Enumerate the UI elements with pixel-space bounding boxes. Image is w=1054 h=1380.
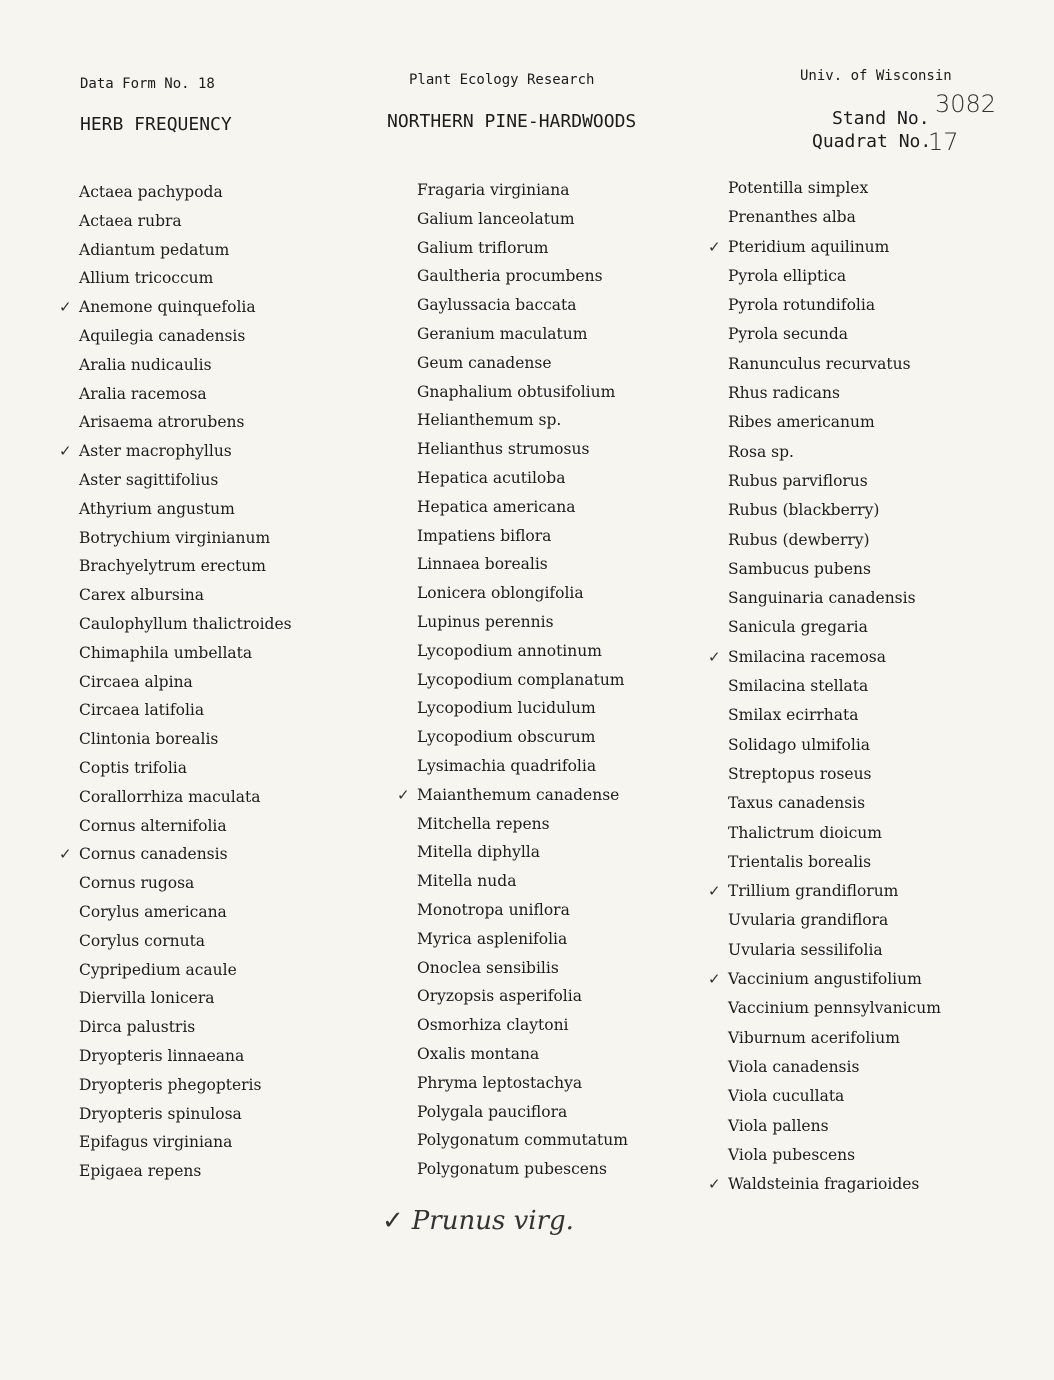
species-item [79, 322, 292, 351]
species-name: Diervilla lonicera [79, 989, 215, 1008]
species-item [417, 579, 628, 608]
species-name: Viburnum acerifolium [728, 1028, 900, 1047]
species-item [728, 438, 941, 467]
species-item [728, 906, 941, 935]
species-name: Aralia racemosa [79, 384, 207, 403]
species-name: Geum canadense [417, 353, 552, 372]
species-item [79, 236, 292, 265]
species-name: Dryopteris phegopteris [79, 1075, 262, 1094]
species-name: Streptopus roseus [728, 764, 872, 783]
species-item [417, 1098, 628, 1127]
species-name: Smilax ecirrhata [728, 706, 859, 725]
species-name: Lupinus perennis [417, 612, 554, 631]
check-mark-icon: ✓ [59, 298, 72, 317]
species-name: Corallorrhiza maculata [79, 787, 261, 806]
species-name: Uvularia sessilifolia [728, 940, 883, 959]
species-name: Aralia nudicaulis [79, 355, 212, 374]
species-item [79, 380, 292, 409]
species-item [59, 840, 292, 869]
species-item [417, 608, 628, 637]
species-item [417, 349, 628, 378]
species-item [417, 1040, 628, 1069]
stand-number-handwritten: 3082 [935, 90, 997, 118]
species-name: Circaea latifolia [79, 701, 205, 720]
species-item [79, 351, 292, 380]
species-name: Caulophyllum thalictroides [79, 614, 292, 633]
species-name: Viola pubescens [728, 1145, 856, 1164]
species-item [728, 379, 941, 408]
species-item [79, 178, 292, 207]
species-item [417, 406, 628, 435]
species-item [79, 956, 292, 985]
species-name: Aster macrophyllus [79, 442, 232, 461]
species-item [417, 666, 628, 695]
species-name: Helianthemum sp. [417, 411, 562, 430]
species-item [59, 293, 292, 322]
species-name: Viola cucullata [728, 1087, 845, 1106]
species-item [728, 819, 941, 848]
species-item [728, 1024, 941, 1053]
species-name: Polygonatum pubescens [417, 1160, 607, 1179]
species-item [728, 789, 941, 818]
species-item [728, 1082, 941, 1111]
species-item [79, 408, 292, 437]
species-item [79, 812, 292, 841]
species-item [417, 810, 628, 839]
species-name: Coptis trifolia [79, 758, 188, 777]
species-name: Smilacina stellata [728, 677, 869, 696]
species-name: Gaultheria procumbens [417, 267, 603, 286]
species-item [79, 783, 292, 812]
species-item [728, 526, 941, 555]
species-name: Hepatica americana [417, 497, 576, 516]
check-mark-icon: ✓ [708, 647, 721, 666]
species-name: Carex albursina [79, 586, 204, 605]
species-item [417, 262, 628, 291]
species-item [708, 877, 941, 906]
species-item [79, 552, 292, 581]
species-name: Oxalis montana [417, 1044, 540, 1063]
species-item [728, 731, 941, 760]
species-item [728, 994, 941, 1023]
species-name: Oryzopsis asperifolia [417, 987, 582, 1006]
species-name: Gnaphalium obtusifolium [417, 382, 616, 401]
species-column-3 [708, 174, 941, 1199]
species-item [728, 584, 941, 613]
species-name: Mitella diphylla [417, 843, 541, 862]
species-name: Rubus (blackberry) [728, 501, 880, 520]
species-item [79, 1100, 292, 1129]
check-mark-icon: ✓ [397, 785, 410, 804]
species-name: Pyrola elliptica [728, 266, 847, 285]
species-item [728, 350, 941, 379]
species-item [728, 320, 941, 349]
species-item [79, 1071, 292, 1100]
species-item [708, 233, 941, 262]
species-name: Ranunculus recurvatus [728, 354, 911, 373]
species-name: Chimaphila umbellata [79, 643, 253, 662]
species-item [417, 896, 628, 925]
species-item [417, 1155, 628, 1184]
species-item [417, 522, 628, 551]
species-item [728, 613, 941, 642]
species-item [79, 495, 292, 524]
species-name: Rhus radicans [728, 384, 840, 403]
species-name: Mitella nuda [417, 872, 517, 891]
species-name: Rubus parviflorus [728, 471, 868, 490]
species-item [417, 954, 628, 983]
species-item [417, 464, 628, 493]
species-name: Corylus americana [79, 902, 227, 921]
species-item [79, 1157, 292, 1186]
species-name: Smilacina racemosa [728, 647, 886, 666]
species-item [79, 668, 292, 697]
species-name: Onoclea sensibilis [417, 958, 559, 977]
species-item [417, 205, 628, 234]
species-item [417, 867, 628, 896]
stand-label: Stand No. [832, 108, 930, 129]
species-name: Prenanthes alba [728, 208, 856, 227]
species-name: Cornus alternifolia [79, 816, 227, 835]
species-item [79, 264, 292, 293]
species-name: Mitchella repens [417, 814, 550, 833]
form-number: Data Form No. 18 [80, 76, 215, 92]
species-name: Allium tricoccum [79, 269, 214, 288]
species-item [728, 467, 941, 496]
species-item [417, 838, 628, 867]
species-item [79, 898, 292, 927]
species-item [728, 291, 941, 320]
species-item [417, 493, 628, 522]
species-item [728, 555, 941, 584]
species-item [79, 581, 292, 610]
species-name: Solidago ulmifolia [728, 735, 871, 754]
species-name: Rubus (dewberry) [728, 530, 870, 549]
species-name: Galium lanceolatum [417, 209, 575, 228]
species-name: Aster sagittifolius [79, 470, 219, 489]
species-item [417, 291, 628, 320]
species-item [79, 639, 292, 668]
species-name: Waldsteinia fragarioides [728, 1175, 920, 1194]
species-item [728, 672, 941, 701]
species-name: Sanicula gregaria [728, 618, 868, 637]
species-name: Dryopteris linnaeana [79, 1046, 245, 1065]
species-name: Galium triflorum [417, 238, 549, 257]
university-heading: Univ. of Wisconsin [800, 68, 952, 84]
species-item [728, 1112, 941, 1141]
species-item [79, 927, 292, 956]
species-item [79, 524, 292, 553]
species-name: Monotropa uniflora [417, 900, 570, 919]
species-name: Viola canadensis [728, 1057, 860, 1076]
species-item [79, 1013, 292, 1042]
species-name: Aquilegia canadensis [79, 326, 246, 345]
species-item [728, 496, 941, 525]
species-name: Botrychium virginianum [79, 528, 271, 547]
species-item [79, 725, 292, 754]
species-name: Trillium grandiflorum [728, 882, 899, 901]
species-item [417, 1011, 628, 1040]
species-name: Potentilla simplex [728, 179, 869, 197]
species-item [79, 207, 292, 236]
species-name: Lycopodium complanatum [417, 670, 625, 689]
species-name: Vaccinium angustifolium [728, 970, 922, 989]
species-name: Lycopodium annotinum [417, 641, 602, 660]
species-item [79, 1042, 292, 1071]
species-name: Cornus rugosa [79, 874, 195, 893]
species-column-1 [59, 178, 292, 1186]
species-name: Cypripedium acaule [79, 960, 237, 979]
species-item [728, 936, 941, 965]
species-name: Impatiens biflora [417, 526, 552, 545]
species-item [728, 848, 941, 877]
species-item [417, 550, 628, 579]
species-name: Lonicera oblongifolia [417, 584, 584, 603]
species-item [708, 643, 941, 672]
species-item [417, 694, 628, 723]
species-name: Clintonia borealis [79, 730, 219, 749]
species-item [708, 965, 941, 994]
species-item [728, 1141, 941, 1170]
species-name: Gaylussacia baccata [417, 296, 577, 315]
species-name: Dirca palustris [79, 1018, 196, 1037]
species-name: Pteridium aquilinum [728, 237, 890, 256]
species-item [79, 869, 292, 898]
check-mark-icon: ✓ [59, 845, 72, 864]
research-heading: Plant Ecology Research [409, 72, 595, 88]
species-item [417, 723, 628, 752]
species-name: Ribes americanum [728, 413, 875, 432]
species-name: Osmorhiza claytoni [417, 1016, 569, 1035]
species-name: Lycopodium obscurum [417, 728, 596, 747]
species-item [728, 174, 941, 203]
check-mark-icon: ✓ [708, 1175, 721, 1194]
species-column-2 [397, 176, 628, 1184]
species-name: Anemone quinquefolia [79, 298, 256, 317]
species-name: Thalictrum dioicum [728, 823, 882, 842]
species-name: Rosa sp. [728, 442, 794, 461]
species-name: Sambucus pubens [728, 559, 871, 578]
species-name: Lysimachia quadrifolia [417, 756, 597, 775]
species-item [417, 435, 628, 464]
species-name: Vaccinium pennsylvanicum [728, 999, 941, 1018]
species-item [417, 1126, 628, 1155]
species-item [79, 984, 292, 1013]
species-name: Corylus cornuta [79, 931, 206, 950]
handwritten-note [382, 1206, 574, 1236]
species-item [728, 262, 941, 291]
species-item [417, 752, 628, 781]
species-item [417, 1069, 628, 1098]
species-name: Polygonatum commutatum [417, 1131, 628, 1150]
handwritten-note-text: Prunus virg. [411, 1206, 574, 1236]
species-name: Brachyelytrum erectum [79, 557, 266, 576]
species-name: Epifagus virginiana [79, 1133, 233, 1152]
species-name: Adiantum pedatum [79, 240, 230, 259]
species-item [728, 701, 941, 730]
species-name: Phryma leptostachya [417, 1073, 583, 1092]
species-item [79, 696, 292, 725]
species-name: Myrica asplenifolia [417, 929, 568, 948]
species-item [79, 1128, 292, 1157]
check-mark-icon: ✓ [59, 442, 72, 461]
check-mark-icon: ✓ [708, 237, 721, 256]
species-name: Trientalis borealis [728, 852, 872, 871]
species-name: Taxus canadensis [728, 794, 866, 813]
species-name: Pyrola rotundifolia [728, 296, 876, 315]
species-name: Polygala pauciflora [417, 1102, 568, 1121]
species-item [417, 320, 628, 349]
species-item [417, 982, 628, 1011]
form-title: HERB FREQUENCY [80, 114, 232, 135]
species-item [79, 610, 292, 639]
species-name: Sanguinaria canadensis [728, 589, 916, 608]
species-name: Actaea rubra [79, 211, 182, 230]
check-mark-icon: ✓ [708, 970, 721, 989]
species-item [728, 760, 941, 789]
species-item [708, 1170, 941, 1199]
species-item [397, 781, 628, 810]
species-name: Hepatica acutiloba [417, 468, 566, 487]
forest-type-title: NORTHERN PINE-HARDWOODS [387, 111, 637, 132]
species-name: Geranium maculatum [417, 324, 588, 343]
check-mark-icon: ✓ [708, 882, 721, 901]
species-name: Fragaria virginiana [417, 181, 570, 199]
quadrat-label: Quadrat No. [812, 131, 932, 152]
species-name: Pyrola secunda [728, 325, 848, 344]
species-name: Uvularia grandiflora [728, 911, 889, 930]
species-item [417, 176, 628, 205]
species-item [417, 234, 628, 263]
quadrat-number-handwritten: 17 [928, 128, 959, 156]
species-item [417, 925, 628, 954]
species-name: Helianthus strumosus [417, 440, 590, 459]
species-name: Viola pallens [728, 1116, 829, 1135]
species-name: Maianthemum canadense [417, 785, 620, 804]
check-mark-icon: ✓ [382, 1206, 404, 1236]
species-name: Epigaea repens [79, 1162, 202, 1181]
species-item [59, 437, 292, 466]
species-name: Cornus canadensis [79, 845, 228, 864]
species-item [417, 637, 628, 666]
species-name: Actaea pachypoda [79, 183, 223, 201]
species-item [79, 754, 292, 783]
species-name: Linnaea borealis [417, 555, 548, 574]
species-name: Dryopteris spinulosa [79, 1104, 242, 1123]
species-item [728, 408, 941, 437]
species-item [79, 466, 292, 495]
species-name: Arisaema atrorubens [79, 413, 245, 432]
species-item [728, 203, 941, 232]
species-name: Athyrium angustum [79, 499, 235, 518]
species-name: Circaea alpina [79, 672, 193, 691]
species-item [417, 378, 628, 407]
species-item [728, 1053, 941, 1082]
species-name: Lycopodium lucidulum [417, 699, 596, 718]
